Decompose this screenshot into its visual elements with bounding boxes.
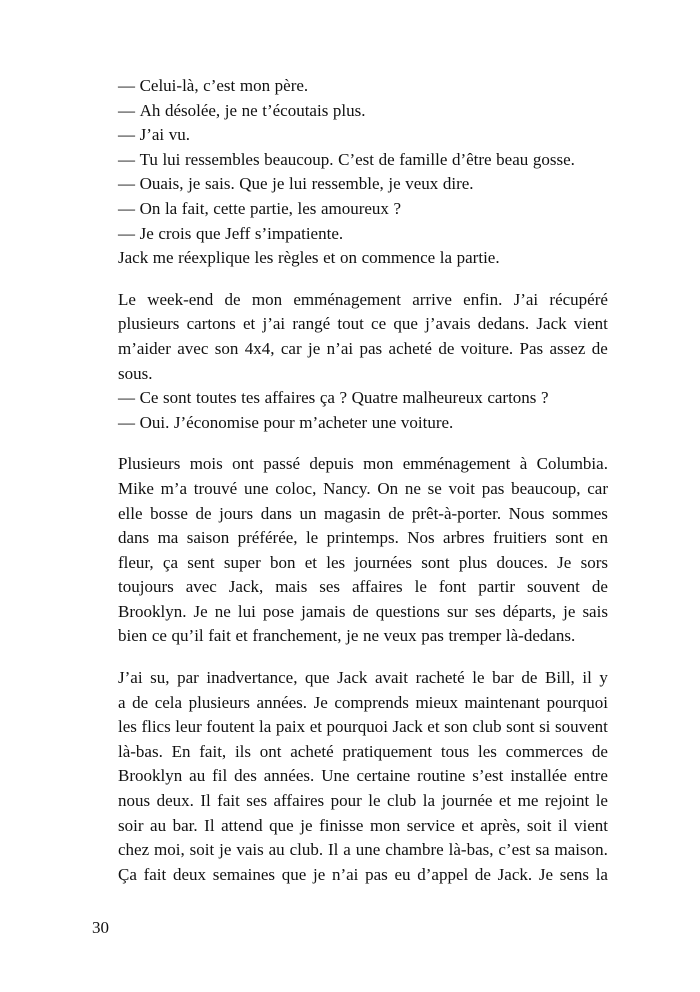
text-line: les flics leur foutent la paix et pourquoi Jack et son club sont si souvent [118, 717, 608, 737]
text-line: Mike m’a trouvé une coloc, Nancy. On ne se voit pas beaucoup, car [118, 478, 608, 498]
paragraph-gap [118, 435, 608, 452]
page-number: 30 [92, 918, 109, 937]
text-line: — Ce sont toutes tes affaires ça ? Quatre malheureux cartons ? [118, 388, 549, 408]
paragraph [118, 666, 608, 887]
text-line: Le week-end de mon emménagement arrive enfin. J’ai récupéré [118, 289, 608, 309]
text-line: dans ma saison préférée, le printemps. Nos arbres fruitiers sont en [118, 528, 608, 548]
text-line: — Celui-là, c’est mon père. [118, 76, 309, 95]
paragraph [118, 74, 608, 271]
text-line: — Je crois que Jeff s’impatiente. [118, 223, 344, 243]
page-body [118, 74, 608, 887]
text-line: — Tu lui ressembles beaucoup. C’est de famille d’être beau gosse. [118, 149, 575, 169]
text-line: — Ouais, je sais. Que je lui ressemble, je veux dire. [118, 174, 474, 194]
text-line: a de cela plusieurs années. Je comprends mieux maintenant pourquoi [118, 692, 608, 712]
paragraph-gap [118, 271, 608, 288]
text-line: Jack me réexplique les règles et on commence la partie. [118, 248, 500, 268]
text-line: — On la fait, cette partie, les amoureux ? [118, 198, 402, 218]
paragraph [118, 288, 608, 436]
text-line: Brooklyn. Je ne lui pose jamais de questions sur ses départs, je sais [118, 601, 608, 621]
paragraph [118, 452, 608, 649]
text-line: — Ah désolée, je ne t’écoutais plus. [118, 100, 366, 120]
text-line: — J’ai vu. [118, 125, 190, 145]
text-line: soir au bar. Il attend que je finisse mon service et après, soit il vient [118, 815, 608, 835]
text-line: fleur, ça sent super bon et les journées sont plus douces. Je sors [118, 552, 608, 572]
text-line: J’ai su, par inadvertance, que Jack avait racheté le bar de Bill, il y [118, 668, 608, 688]
text-line: là-bas. En fait, ils ont acheté pratiquement tous les commerces de [118, 741, 608, 761]
text-line: nous deux. Il fait ses affaires pour le club la journée et me rejoint le [118, 791, 608, 811]
text-line: bien ce qu’il fait et franchement, je ne veux pas tremper là-dedans. [118, 626, 576, 646]
text-line: Brooklyn au fil des années. Une certaine routine s’est installée entre [118, 766, 608, 786]
text-line: m’aider avec son 4x4, car je n’ai pas acheté de voiture. Pas assez de [118, 338, 608, 358]
paragraph-gap [118, 649, 608, 666]
text-line: toujours avec Jack, mais ses affaires le font partir souvent de [118, 577, 608, 597]
text-line: Plusieurs mois ont passé depuis mon emménagement à Columbia. [118, 454, 608, 474]
text-line: plusieurs cartons et j’ai rangé tout ce que j’avais dedans. Jack vient [118, 314, 608, 334]
text-line: — Oui. J’économise pour m’acheter une voiture. [118, 412, 454, 432]
text-line: sous. [118, 363, 153, 383]
text-line: Ça fait deux semaines que je n’ai pas eu d’appel de Jack. Je sens la [118, 864, 608, 884]
text-line: chez moi, soit je vais au club. Il a une chambre là-bas, c’est sa maison. [118, 840, 608, 860]
text-line: elle bosse de jours dans un magasin de prêt-à-porter. Nous sommes [118, 503, 608, 523]
